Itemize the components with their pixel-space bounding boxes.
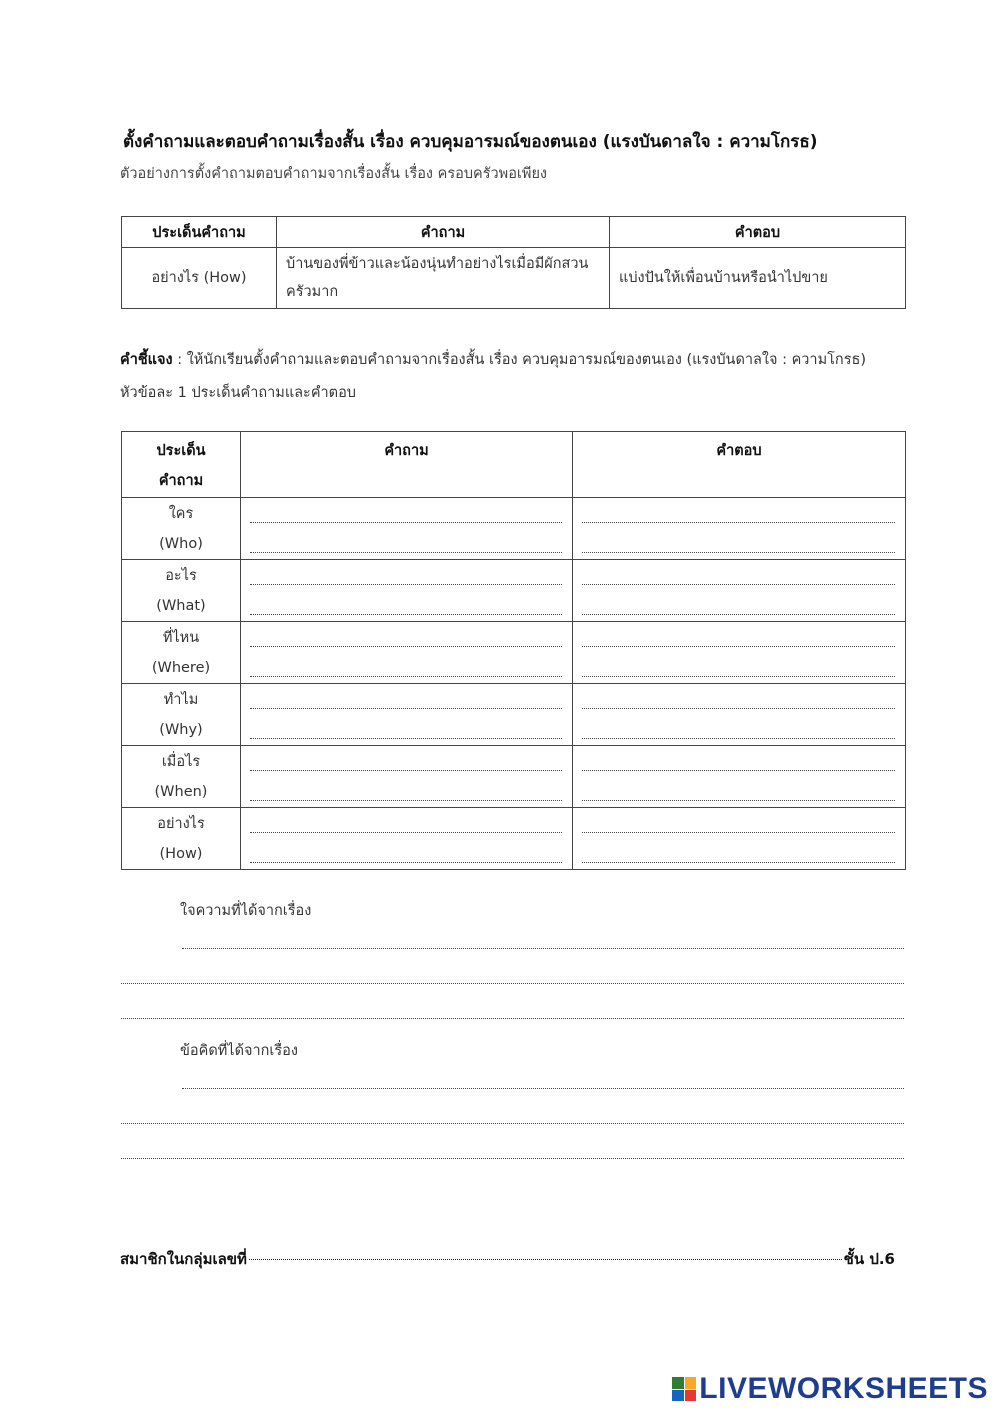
- issue-eng: (Why): [159, 721, 203, 738]
- logo-square: [672, 1390, 684, 1402]
- answer-line[interactable]: [582, 498, 895, 529]
- header-answer: คำตอบ: [573, 432, 906, 498]
- instruction: [120, 344, 906, 410]
- grade-label: ชั้น ป.6: [843, 1250, 895, 1268]
- main-idea-line-2[interactable]: [121, 983, 904, 984]
- question-cell[interactable]: [241, 622, 573, 684]
- answer-cell[interactable]: [573, 684, 906, 746]
- answer-line[interactable]: [582, 839, 895, 870]
- issue-eng: (Who): [159, 535, 203, 552]
- answer-cell[interactable]: [573, 808, 906, 870]
- question-row: [122, 498, 906, 560]
- issue-cell: [122, 498, 241, 560]
- liveworksheets-logo: [672, 1372, 988, 1406]
- issue-cell: [122, 622, 241, 684]
- issue-eng: (Where): [151, 659, 211, 676]
- example-table: [121, 216, 906, 309]
- answer-line[interactable]: [582, 777, 895, 808]
- main-idea-label: ใจความที่ได้จากเรื่อง: [180, 903, 312, 919]
- question-line[interactable]: [250, 715, 562, 746]
- moral-line-1[interactable]: [182, 1088, 904, 1089]
- question-table: [121, 431, 906, 870]
- instruction-text: : ให้นักเรียนตั้งคำถามและตอบคำถามจากเรื่องสั้น เรื่อง ควบคุมอารมณ์ของตนเอง (แรงบันดาลใจ : ความโกรธ) หัวข้อละ 1 ประเด็นคำถามและคำตอบ: [120, 352, 866, 401]
- question-line[interactable]: [250, 839, 562, 870]
- brand-name: LIVEWORKSHEETS: [699, 1372, 988, 1405]
- answer-line[interactable]: [582, 591, 895, 622]
- issue-cell: [122, 746, 241, 808]
- header-issue: ประเด็น คำถาม: [122, 432, 241, 498]
- issue-cell: [122, 684, 241, 746]
- question-cell[interactable]: [241, 684, 573, 746]
- question-row: [122, 622, 906, 684]
- answer-line[interactable]: [582, 622, 895, 653]
- group-label: สมาชิกในกลุ่มเลขที่: [120, 1250, 247, 1268]
- example-header-answer: คำตอบ: [610, 217, 906, 248]
- issue-thai: ใคร: [168, 505, 194, 522]
- logo-square: [672, 1377, 684, 1389]
- moral-label: ข้อคิดที่ได้จากเรื่อง: [180, 1043, 298, 1059]
- question-line[interactable]: [250, 746, 562, 777]
- issue-thai: อะไร: [165, 567, 197, 584]
- example-question: บ้านของพี่ข้าวและน้องนุ่นทำอย่างไรเมื่อมีผักสวนครัวมาก: [277, 248, 610, 309]
- example-issue: อย่างไร (How): [122, 248, 277, 309]
- issue-cell: [122, 808, 241, 870]
- example-header-issue: ประเด็นคำถาม: [122, 217, 277, 248]
- answer-cell[interactable]: [573, 622, 906, 684]
- header-question: คำถาม: [241, 432, 573, 498]
- question-line[interactable]: [250, 591, 562, 622]
- question-line[interactable]: [250, 529, 562, 560]
- main-idea-line-3[interactable]: [121, 1018, 904, 1019]
- issue-eng: (When): [154, 783, 208, 800]
- example-subtitle: ตัวอย่างการตั้งคำถามตอบคำถามจากเรื่องสั้น เรื่อง ครอบครัวพอเพียง: [120, 166, 548, 182]
- worksheet-title: ตั้งคำถามและตอบคำถามเรื่องสั้น เรื่อง ควบคุมอารมณ์ของตนเอง (แรงบันดาลใจ : ความโกรธ): [123, 132, 818, 152]
- issue-cell: [122, 560, 241, 622]
- answer-line[interactable]: [582, 684, 895, 715]
- question-row: [122, 560, 906, 622]
- example-header-question: คำถาม: [277, 217, 610, 248]
- issue-thai: ที่ไหน: [162, 629, 200, 646]
- issue-thai: ทำไม: [163, 691, 199, 708]
- example-answer: แบ่งปันให้เพื่อนบ้านหรือนำไปขาย: [610, 248, 906, 309]
- question-cell[interactable]: [241, 498, 573, 560]
- group-number-field[interactable]: [249, 1259, 842, 1260]
- issue-thai: เมื่อไร: [161, 753, 201, 770]
- logo-square: [685, 1390, 697, 1402]
- question-line[interactable]: [250, 808, 562, 839]
- moral-line-2[interactable]: [121, 1123, 904, 1124]
- question-cell[interactable]: [241, 560, 573, 622]
- answer-line[interactable]: [582, 653, 895, 684]
- question-row: [122, 808, 906, 870]
- question-line[interactable]: [250, 498, 562, 529]
- answer-line[interactable]: [582, 715, 895, 746]
- question-line[interactable]: [250, 622, 562, 653]
- answer-cell[interactable]: [573, 560, 906, 622]
- question-row: [122, 746, 906, 808]
- question-line[interactable]: [250, 560, 562, 591]
- moral-line-3[interactable]: [121, 1158, 904, 1159]
- issue-eng: (What): [156, 597, 206, 614]
- question-row: [122, 684, 906, 746]
- answer-cell[interactable]: [573, 498, 906, 560]
- answer-line[interactable]: [582, 746, 895, 777]
- answer-line[interactable]: [582, 808, 895, 839]
- logo-square: [685, 1377, 697, 1389]
- question-cell[interactable]: [241, 746, 573, 808]
- answer-line[interactable]: [582, 529, 895, 560]
- question-line[interactable]: [250, 684, 562, 715]
- footer-group: [120, 1247, 895, 1271]
- question-line[interactable]: [250, 777, 562, 808]
- issue-eng: (How): [159, 845, 203, 862]
- liveworksheets-icon: [672, 1377, 696, 1401]
- main-idea-line-1[interactable]: [182, 948, 904, 949]
- issue-thai: อย่างไร: [157, 815, 205, 832]
- question-cell[interactable]: [241, 808, 573, 870]
- answer-line[interactable]: [582, 560, 895, 591]
- question-line[interactable]: [250, 653, 562, 684]
- instruction-label: คำชี้แจง: [120, 352, 173, 368]
- answer-cell[interactable]: [573, 746, 906, 808]
